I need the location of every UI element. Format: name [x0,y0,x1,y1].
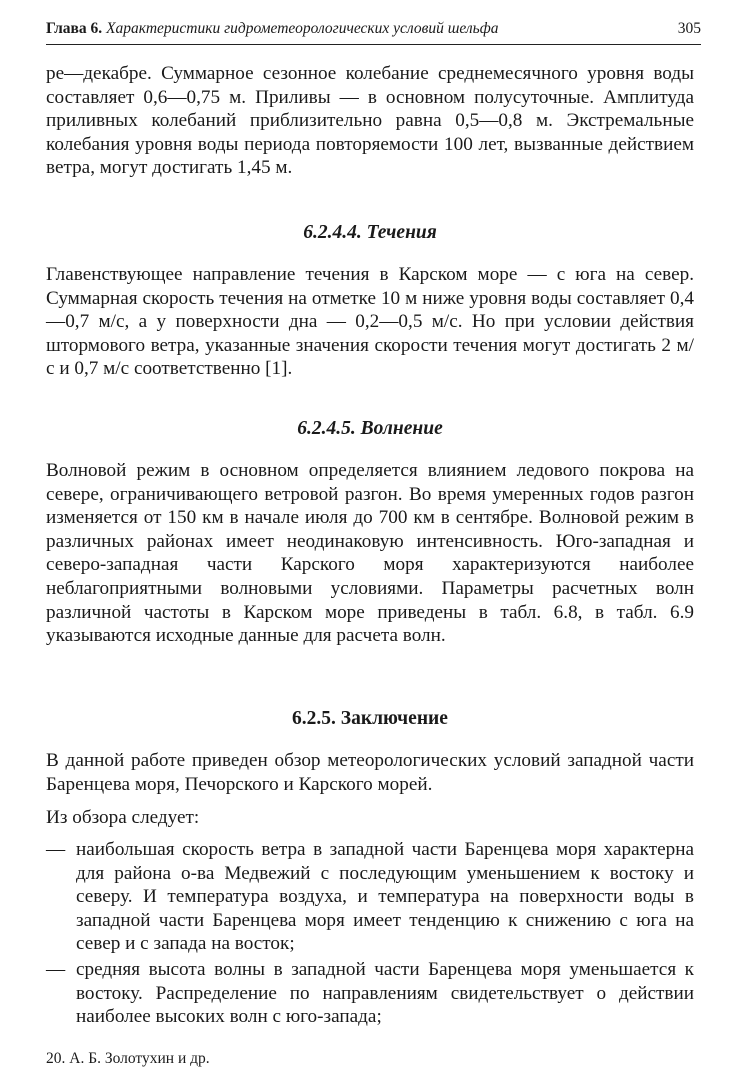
heading-waves: 6.2.4.5. Волнение [297,418,443,439]
heading-currents: 6.2.4.4. Течения [303,222,437,243]
chapter-label: Глава 6. [46,20,103,37]
paragraph-intro: ре—декабре. Суммарное сезонное колебание среднемесячного уровня воды составляет 0,6—0,75 м. Приливы — в основном полусуточные. Амплитуда приливных колебаний приблизительно равна 0,5—0,8 м. Экстремальные колебания уровня воды периода повторяемости 100 лет, вызванные действием ветра, могут достигать 1,45 м. [46,63,694,179]
list-dash: — [46,839,66,860]
list-item-text: средняя высота волны в западной части Баренцева моря уменьшается к востоку. Распределение по направлениям свидетельствует о действии наиболее высоких волн с юго-запада; [76,959,694,1028]
chapter-title: Характеристики гидрометеорологических условий шельфа [106,20,499,37]
list-dash: — [46,959,66,980]
footer-signature: 20. А. Б. Золотухин и др. [46,1050,210,1067]
heading-conclusion: 6.2.5. Заключение [292,708,448,729]
paragraph-waves: Волновой режим в основном определяется влиянием ледового покрова на севере, ограничивающего ветровой разгон. Во время умеренных годов разгон изменяется от 150 км в начале июля до 700 км в сентябре. Волновой режим в различных районах имеет неодинаковую интенсивность. Юго-западная и северо-западная части Карского моря характеризуются наиболее неблагоприятными волновыми условиями. Параметры расчетных волн различной частоты в Карском море приведены в табл. 6.8, в табл. 6.9 указываются исходные данные для расчета волн. [46,460,694,647]
list-item-text: наибольшая скорость ветра в западной части Баренцева моря характерна для района о-ва Медвежий с последующим уменьшением к востоку и северу. И температура воздуха, и температура на поверхности воды в западной части Баренцева моря имеет тенденцию к снижению с юга на север и с запада на восток; [76,839,694,955]
list-item [46,958,694,1029]
paragraph-currents: Главенствующее направление течения в Карском море — с юга на север. Суммарная скорость течения на отметке 10 м ниже уровня воды составляет 0,4—0,7 м/с, а у поверхности дна — 0,2—0,5 м/с. Но при условии действия штормового ветра, указанные значения скорости течения могут достигать 2 м/с и 0,7 м/с соответственно [1]. [46,264,694,380]
paragraph-conclusion: В данной работе приведен обзор метеорологических условий западной части Баренцева моря, Печорского и Карского морей. [46,750,694,795]
list-item [46,838,694,956]
paragraph-follows: Из обзора следует: [46,807,200,828]
running-header [46,20,701,45]
page-number: 305 [677,20,701,37]
